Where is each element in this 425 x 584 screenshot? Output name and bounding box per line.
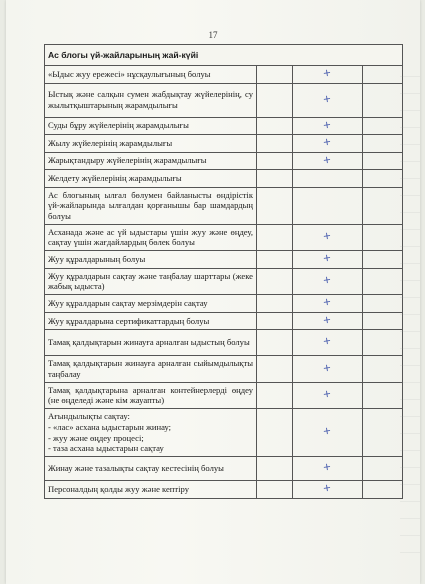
table-row <box>45 117 403 135</box>
empty-cell <box>363 295 403 313</box>
empty-cell <box>257 312 293 330</box>
criterion-text: Ағындылықты сақтау: - «лас» асхана ыдыстарын жинау; - жуу және өңдеу процесі; - таза асхана ыдыстарын сақтау <box>45 409 257 457</box>
handwritten-plus-mark: + <box>322 425 333 438</box>
table-row <box>45 268 403 294</box>
empty-cell <box>257 330 293 356</box>
check-mark-cell <box>293 481 363 499</box>
empty-cell <box>363 224 403 250</box>
empty-cell <box>257 481 293 499</box>
handwritten-plus-mark: + <box>322 296 333 309</box>
table-row <box>45 481 403 499</box>
empty-cell <box>257 382 293 408</box>
empty-cell <box>363 187 403 224</box>
check-mark-cell <box>293 117 363 135</box>
criterion-text: Желдету жүйелерінің жарамдылығы <box>45 170 257 188</box>
check-mark-cell <box>293 312 363 330</box>
check-mark-cell <box>293 268 363 294</box>
criterion-text: Тамақ қалдықтарын жинауға арналған сыйымдылықты таңбалау <box>45 356 257 382</box>
bleed-through-shadow <box>400 60 420 560</box>
empty-cell <box>257 457 293 481</box>
check-mark-cell <box>293 409 363 457</box>
empty-cell <box>363 117 403 135</box>
empty-cell <box>363 251 403 269</box>
handwritten-plus-mark: + <box>322 362 333 375</box>
table-row <box>45 312 403 330</box>
table-row <box>45 170 403 188</box>
table-row <box>45 295 403 313</box>
check-mark-cell <box>293 356 363 382</box>
handwritten-plus-mark: + <box>322 252 333 265</box>
criterion-text: Жуу құралдарының болуы <box>45 251 257 269</box>
empty-cell <box>257 187 293 224</box>
empty-cell <box>363 481 403 499</box>
empty-cell <box>257 409 293 457</box>
empty-cell <box>363 135 403 153</box>
criterion-text: Тамақ қалдықтарын жинауға арналған ыдыстың болуы <box>45 330 257 356</box>
criterion-text: Ыстық және салқын сумен жабдықтау жүйелерінің, су жылытқыштарының жарамдылығы <box>45 83 257 117</box>
empty-cell <box>363 170 403 188</box>
table-row <box>45 224 403 250</box>
empty-cell <box>257 66 293 84</box>
section-title: Ас блогы үй-жайларының жай-күйі <box>45 45 403 66</box>
handwritten-plus-mark: + <box>322 274 333 287</box>
empty-cell <box>257 356 293 382</box>
table-row <box>45 330 403 356</box>
table-row <box>45 66 403 84</box>
handwritten-plus-mark: + <box>322 461 333 474</box>
table-row <box>45 409 403 457</box>
handwritten-plus-mark: + <box>322 118 333 132</box>
criterion-text: «Ыдыс жуу ережесі» нұсқаулығының болуы <box>45 66 257 84</box>
empty-cell <box>363 268 403 294</box>
handwritten-plus-mark: + <box>322 482 333 495</box>
empty-cell <box>257 224 293 250</box>
check-mark-cell <box>293 382 363 408</box>
handwritten-plus-mark: + <box>322 93 333 106</box>
empty-cell <box>257 251 293 269</box>
check-mark-cell <box>293 187 363 224</box>
page-number: 17 <box>208 30 218 40</box>
check-mark-cell <box>293 66 363 84</box>
check-mark-cell <box>293 295 363 313</box>
handwritten-plus-mark: + <box>322 314 333 327</box>
table-row <box>45 251 403 269</box>
handwritten-plus-mark: + <box>322 335 333 348</box>
criterion-text: Жуу құралдарын сақтау және таңбалау шарттары (жеке жабық ыдыста) <box>45 268 257 294</box>
checklist-table <box>44 44 403 499</box>
empty-cell <box>363 356 403 382</box>
empty-cell <box>363 382 403 408</box>
criterion-text: Суды бұру жүйелерінің жарамдылығы <box>45 117 257 135</box>
section-header-row <box>45 45 403 66</box>
empty-cell <box>363 457 403 481</box>
check-mark-cell <box>293 224 363 250</box>
criterion-text: Ас блогының ылғал бөлумен байланысты өндірістік үй-жайларында ылғалдан қорғанышы бар шамдардың болуы <box>45 187 257 224</box>
empty-cell <box>363 312 403 330</box>
check-mark-cell <box>293 152 363 170</box>
handwritten-plus-mark: + <box>322 67 333 80</box>
empty-cell <box>257 268 293 294</box>
check-mark-cell <box>293 330 363 356</box>
criterion-text: Жинау және тазалықты сақтау кестесінің болуы <box>45 457 257 481</box>
criterion-text: Асханада және ас үй ыдыстары үшін жуу және өңдеу, сақтау үшін жағдайлардың бөлек болуы <box>45 224 257 250</box>
criterion-text: Тамақ қалдықтарына арналған контейнерлерді өңдеу (не өңделеді және кім жауапты) <box>45 382 257 408</box>
empty-cell <box>363 83 403 117</box>
empty-cell <box>257 135 293 153</box>
check-mark-cell <box>293 83 363 117</box>
table-row <box>45 356 403 382</box>
document-page <box>6 0 420 584</box>
empty-cell <box>257 152 293 170</box>
criterion-text: Персоналдың қолды жуу және кептіру <box>45 481 257 499</box>
handwritten-plus-mark: + <box>322 230 333 243</box>
criterion-text: Жуу құралдарына сертификаттардың болуы <box>45 312 257 330</box>
criterion-text: Жуу құралдарын сақтау мерзімдерін сақтау <box>45 295 257 313</box>
table-row <box>45 382 403 408</box>
empty-cell <box>257 295 293 313</box>
empty-cell <box>363 152 403 170</box>
check-mark-cell <box>293 457 363 481</box>
table-row <box>45 135 403 153</box>
check-mark-cell <box>293 170 363 188</box>
criterion-text: Жарықтандыру жүйелерінің жарамдылығы <box>45 152 257 170</box>
empty-cell <box>363 330 403 356</box>
empty-cell <box>363 409 403 457</box>
handwritten-plus-mark: + <box>322 153 333 167</box>
check-mark-cell <box>293 251 363 269</box>
empty-cell <box>363 66 403 84</box>
empty-cell <box>257 83 293 117</box>
table-row <box>45 457 403 481</box>
empty-cell <box>257 170 293 188</box>
table-row <box>45 187 403 224</box>
handwritten-plus-mark: + <box>322 388 333 401</box>
empty-cell <box>257 117 293 135</box>
table-row <box>45 152 403 170</box>
table-row <box>45 83 403 117</box>
check-mark-cell <box>293 135 363 153</box>
criterion-text: Жылу жүйелерінің жарамдылығы <box>45 135 257 153</box>
handwritten-plus-mark: + <box>322 136 333 149</box>
